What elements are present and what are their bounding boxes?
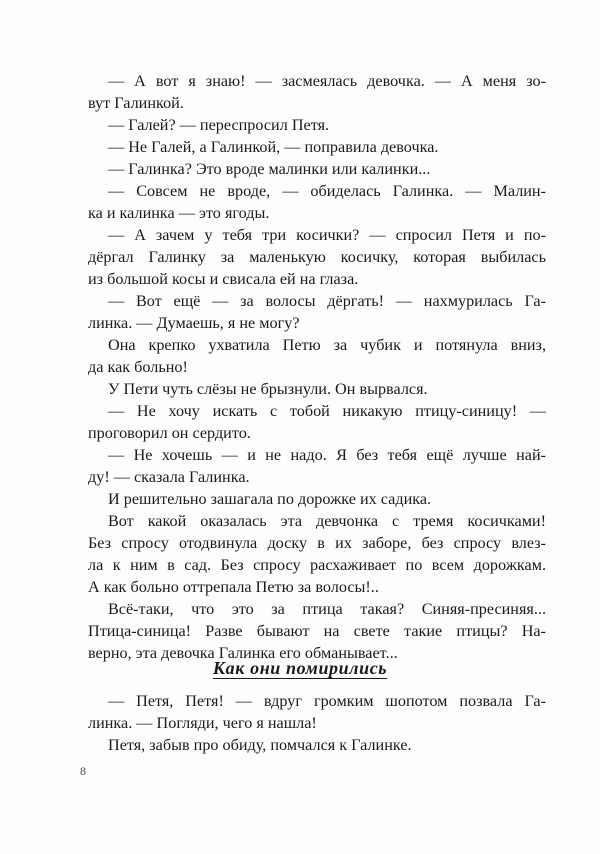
paragraph: [88, 444, 546, 488]
text-line: вут Галинкой.: [88, 94, 184, 112]
text-line: Вот какой оказалась эта девчонка с тремя косичками!: [108, 512, 546, 530]
text-line: линка. — Думаешь, я не могу?: [88, 314, 300, 332]
text-line: А как больно оттрепала Петю за волосы!..: [88, 578, 379, 596]
paragraph: [88, 224, 546, 290]
text-line: У Пети чуть слёзы не брызнули. Он вырвался.: [108, 380, 428, 398]
main-text: [88, 70, 546, 664]
paragraph: [88, 378, 546, 400]
text-line: — Не хочу искать с тобой никакую птицу-синицу! —: [108, 402, 546, 420]
text-line: Птица-синица! Разве бывают на свете такие птицы? На-: [88, 622, 546, 640]
text-line: И решительно зашагала по дорожке их садика.: [108, 490, 432, 508]
text-line: проговорил он сердито.: [88, 424, 251, 442]
text-line: — Галей? — переспросил Петя.: [108, 116, 330, 134]
text-line: линка. — Погляди, чего я нашла!: [88, 714, 317, 732]
paragraph: [88, 510, 546, 598]
text-line: Всё-таки, что это за птица такая? Синяя-пресиняя...: [108, 600, 546, 618]
paragraph: [88, 180, 546, 224]
text-line: — А зачем у тебя три косички? — спросил Петя и по-: [108, 226, 546, 244]
paragraph: [88, 690, 546, 734]
text-line: — Не Галей, а Галинкой, — поправила девочка.: [108, 138, 439, 156]
text-line: дёргал Галинку за маленькую косичку, которая выбилась: [88, 248, 546, 266]
text-line: — А вот я знаю! — засмеялась девочка. — А меня зо-: [108, 72, 546, 90]
text-line: ка и калинка — это ягоды.: [88, 204, 270, 222]
paragraph: [88, 70, 546, 114]
paragraph: [88, 488, 546, 510]
chapter-text: [88, 690, 546, 756]
paragraph: [88, 158, 546, 180]
text-line: — Петя, Петя! — вдруг громким шопотом позвала Га-: [108, 692, 546, 710]
page-number: 8: [80, 764, 86, 778]
paragraph: [88, 290, 546, 334]
text-line: из большой косы и свисала ей на глаза.: [88, 270, 359, 288]
chapter-heading: Как они помирились: [212, 658, 388, 678]
text-line: — Не хочешь — и не надо. Я без тебя ещё лучше най-: [108, 446, 546, 464]
text-line: да как больно!: [88, 358, 188, 376]
paragraph: [88, 114, 546, 136]
paragraph: [88, 136, 546, 158]
paragraph: [88, 400, 546, 444]
text-line: Она крепко ухватила Петю за чубик и потянула вниз,: [108, 336, 546, 354]
paragraph: [88, 334, 546, 378]
text-line: верно, эта девочка Галинка его обманывает...: [88, 644, 398, 662]
text-line: — Галинка? Это вроде малинки или калинки...: [108, 160, 431, 178]
paragraph: [88, 598, 546, 664]
text-line: Петя, забыв про обиду, помчался к Галинке.: [108, 736, 412, 754]
text-line: ла к ним в сад. Без спросу расхаживает по всем дорожкам.: [88, 556, 546, 574]
text-line: — Вот ещё — за волосы дёргать! — нахмурилась Га-: [108, 292, 546, 310]
text-line: Без спросу отодвинула доску в их заборе, без спросу влез-: [88, 534, 546, 552]
text-line: ду! — сказала Галинка.: [88, 468, 250, 486]
paragraph: [88, 734, 546, 756]
text-line: — Совсем не вроде, — обиделась Галинка. — Малин-: [108, 182, 546, 200]
